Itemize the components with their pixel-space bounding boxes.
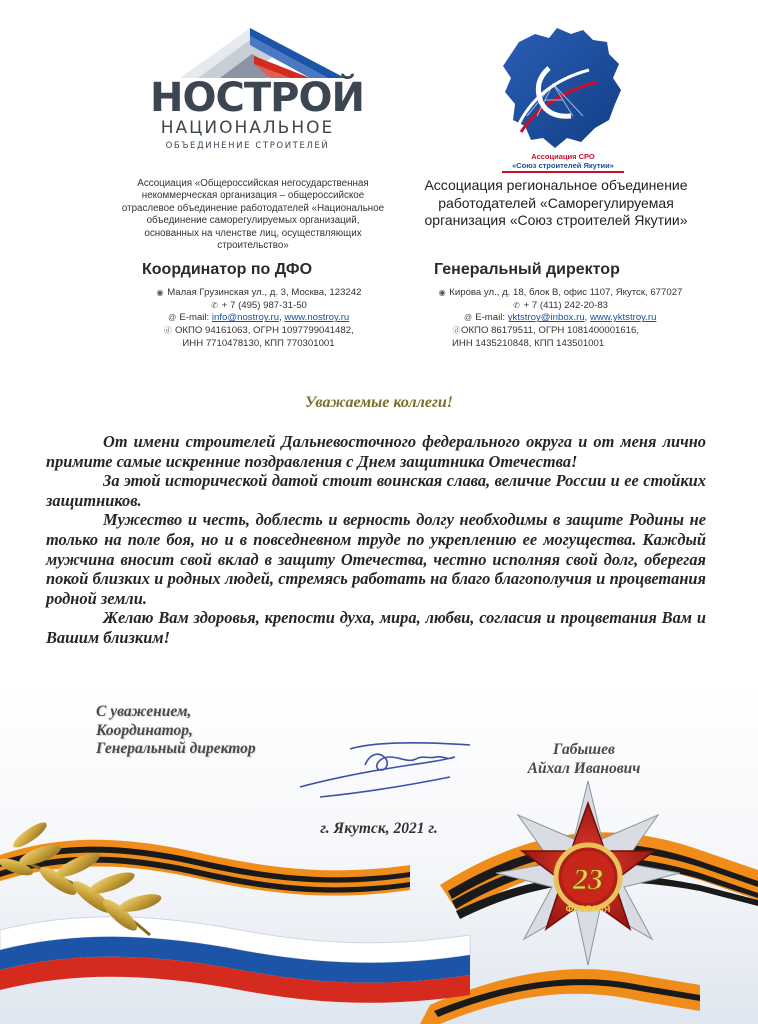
yakutia-map-logo-icon [497, 24, 625, 152]
nostroy-logo-subtitle: НАЦИОНАЛЬНОЕ [160, 118, 335, 138]
left-address-row [126, 287, 391, 300]
handwritten-signature-icon [290, 735, 480, 805]
right-reg-row [412, 325, 708, 338]
left-email-link[interactable]: info@nostroy.ru [211, 312, 280, 324]
sro-logo-caption-line1: Ассоциация СРО [531, 152, 595, 161]
letter-paragraph: Желаю Вам здоровья, крепости духа, мира, любви, согласия и процветания Вам и Вашим близким! [46, 608, 706, 647]
left-phone: + 7 (495) 987-31-50 [221, 299, 307, 311]
medal-month: ФЕВРАЛЯ [565, 904, 611, 914]
left-email-row: @ E-mail: info@nostroy.ru, www.nostroy.ru [168, 312, 350, 324]
left-org-role: Координатор по ДФО [142, 261, 313, 278]
left-website-link[interactable]: www.nostroy.ru [284, 312, 350, 324]
right-reg1: ОКПО 86179511, ОГРН 1081400001616, [461, 325, 640, 337]
signatory-name [519, 741, 649, 778]
left-reg-row [126, 325, 391, 338]
right-address-row [412, 287, 708, 300]
signature-closing [96, 703, 256, 759]
registration-icon: ⓓ [452, 326, 461, 336]
closing-line: С уважением, [96, 703, 192, 720]
right-org-role: Генеральный директор [434, 261, 620, 278]
location-pin-icon: ◉ [156, 288, 164, 297]
right-org-description: Ассоциация региональное объединение работодателей «Саморегулируемая организация «Союз строителей Якутии» [424, 177, 688, 228]
closing-role-2: Генеральный директор [96, 740, 256, 757]
medal-number: 23 [573, 863, 603, 896]
email-icon: @ [463, 313, 473, 323]
sro-logo-caption [488, 152, 638, 173]
signatory-given-name: Айхал Иванович [527, 759, 641, 777]
letter-paragraph: От имени строителей Дальневосточного федерального округа и от меня лично примите самые искренние поздравления с Днем защитника Отечества! [46, 432, 706, 471]
letter-paragraph: За этой исторической датой стоит воинская слава, величие России и ее стойких защитников. [46, 471, 706, 510]
right-address: Кирова ул., д. 18, блок В, офис 1107, Якутск, 677027 [449, 287, 683, 298]
sro-logo-caption-line2: «Союз строителей Якутии» [502, 161, 624, 173]
registration-icon: ⓓ [163, 326, 172, 336]
left-phone-row [126, 300, 391, 313]
right-org-contacts [412, 287, 708, 351]
location-pin-icon: ◉ [438, 288, 446, 297]
closing-role-1: Координатор, [96, 721, 193, 739]
right-website-link[interactable]: www.yktstroy.ru [590, 312, 657, 324]
nostroy-roof-logo-icon [150, 26, 345, 78]
left-org-description: Ассоциация «Общероссийская негосударственная некоммерческая организация – общероссийское отраслевое объединение работодателей «Национальное объединение саморегулируемых организаций, основанных на членстве лиц, осуществляющих строительство» [121, 178, 385, 252]
letter-greeting: Уважаемые коллеги! [305, 394, 453, 411]
left-reg1: ОКПО 94161063, ОГРН 1097799041482, [174, 325, 354, 337]
left-reg2: ИНН 7710478130, КПП 770301001 [182, 337, 335, 349]
phone-icon: ✆ [211, 300, 218, 310]
left-email-label: E-mail: [179, 312, 210, 324]
nostroy-logo-subtitle-2: ОБЪЕДИНЕНИЕ СТРОИТЕЛЕЙ [165, 141, 330, 151]
place-and-date: г. Якутск, 2021 г. [320, 820, 438, 837]
right-email-label: E-mail: [475, 312, 506, 324]
right-reg2-row [412, 338, 708, 351]
left-address: Малая Грузинская ул., д. 3, Москва, 123242 [167, 287, 362, 298]
right-email-link[interactable]: yktstroy@inbox.ru [507, 312, 585, 324]
right-phone-row [412, 300, 708, 313]
letter-paragraph: Мужество и честь, доблесть и верность долгу необходимы в защите Родины не только на поле боя, но и в повседневном труде по укреплению ее могущества. Каждый мужчина вносит свой вклад в защиту Отечества, честно исполняя свой долг, оберегая покой близких и родных людей, стремясь работать на благо благополучия и процветания родной земли. [46, 510, 706, 608]
right-reg2: ИНН 1435210848, КПП 143501001 [452, 337, 605, 349]
right-email-row: @ E-mail: yktstroy@inbox.ru, www.yktstroy.ru [463, 312, 657, 324]
signatory-surname: Габышев [553, 741, 615, 758]
letter-body [46, 432, 706, 648]
right-phone: + 7 (411) 242-20-83 [523, 299, 609, 311]
email-icon: @ [168, 313, 177, 323]
left-reg2-row [126, 338, 391, 351]
left-org-contacts [126, 287, 391, 351]
nostroy-logo-word: НОСТРОЙ [150, 75, 364, 121]
phone-icon: ✆ [513, 300, 520, 310]
